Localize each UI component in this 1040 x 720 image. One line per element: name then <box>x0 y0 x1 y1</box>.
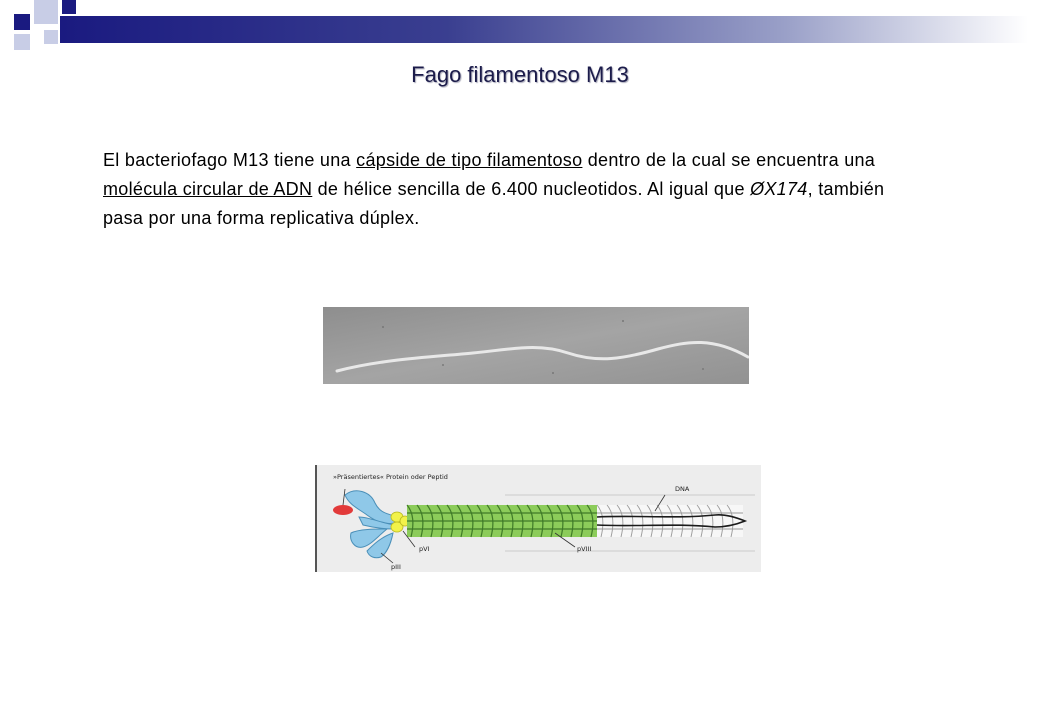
label-presented-protein: »Präsentiertes« Protein oder Peptid <box>333 473 448 481</box>
text-run: de hélice sencilla de 6.400 nucleotidos. Al igual que <box>312 179 751 199</box>
underlined-term: molécula circular de ADN <box>103 179 313 199</box>
corner-square-light <box>14 34 30 50</box>
corner-square-navy <box>14 14 30 30</box>
label-piii: pIII <box>391 563 401 571</box>
presented-protein-shape <box>333 505 353 515</box>
label-pviii: pVIII <box>577 545 592 553</box>
text-run: dentro de la cual se encuentra una <box>582 150 876 170</box>
slide-title: Fago filamentoso M13 <box>411 62 629 87</box>
corner-square-light <box>34 0 58 24</box>
corner-square-light <box>44 30 58 44</box>
corner-square-navy <box>62 0 76 14</box>
label-dna: DNA <box>675 485 690 493</box>
underlined-term: cápside de tipo filamentoso <box>356 150 583 170</box>
body-paragraph <box>103 146 903 233</box>
m13-phage-diagram <box>315 465 761 572</box>
label-pvi: pVI <box>419 545 430 553</box>
text-run: El bacteriofago M13 tiene una <box>103 150 357 170</box>
header-bar <box>60 16 1028 43</box>
electron-micrograph-image <box>323 307 749 384</box>
italic-term: ØX174 <box>750 179 808 199</box>
text-run: , también pasa por una forma replicativa dúplex. <box>103 179 885 228</box>
